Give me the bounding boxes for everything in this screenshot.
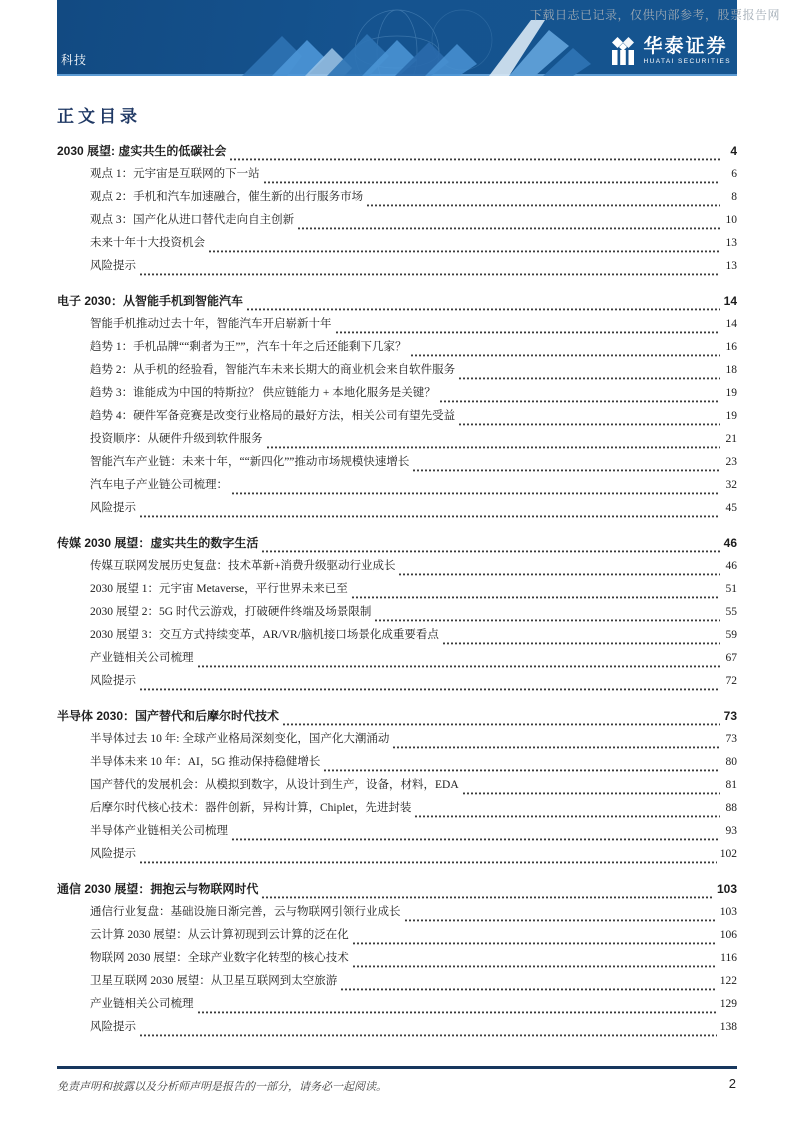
dot-leader xyxy=(393,745,720,749)
toc-entry[interactable] xyxy=(57,361,737,384)
toc-entry[interactable] xyxy=(57,603,737,626)
toc-entry-label: 风险提示 xyxy=(90,260,136,272)
toc-entry[interactable] xyxy=(57,188,737,211)
toc-entry[interactable] xyxy=(57,315,737,338)
industry-category-label: 科技 xyxy=(61,53,88,67)
toc-page-number: 32 xyxy=(725,479,737,491)
toc-entry[interactable] xyxy=(57,649,737,672)
toc-entry-label: 通信 2030 展望：拥抱云与物联网时代 xyxy=(57,882,259,896)
toc-page-number: 67 xyxy=(725,652,737,664)
dot-leader xyxy=(247,307,720,311)
dot-leader xyxy=(341,987,717,991)
toc-page-number: 19 xyxy=(725,387,737,399)
toc-entry-label: 产业链相关公司梳理 xyxy=(90,652,194,664)
toc-entry-label: 智能手机推动过去十年，智能汽车开启崭新十年 xyxy=(90,318,332,330)
toc-entry[interactable] xyxy=(57,453,737,476)
dot-leader xyxy=(367,203,720,207)
toc-page-number: 106 xyxy=(719,929,737,941)
toc-page-number: 14 xyxy=(723,294,737,308)
toc-entry-label: 2030 展望 3：交互方式持续变革，AR/VR/脑机接口场景化成重要看点 xyxy=(90,629,439,641)
toc-entry-label: 风险提示 xyxy=(90,848,136,860)
dot-leader xyxy=(443,641,720,645)
dot-leader xyxy=(352,595,720,599)
toc-entry-label: 趋势 4：硬件军备竞赛是改变行业格局的最好方法，相关公司有望先受益 xyxy=(90,410,456,422)
watermark-text: 下载日志已记录，仅供内部参考，股票报告网 xyxy=(530,8,781,22)
toc-page-number: 6 xyxy=(731,168,737,180)
toc-entry[interactable] xyxy=(57,845,737,868)
toc-list xyxy=(57,142,737,1053)
toc-page-number: 16 xyxy=(725,341,737,353)
toc-entry-label: 产业链相关公司梳理 xyxy=(90,998,194,1010)
toc-section xyxy=(57,707,737,868)
toc-entry[interactable] xyxy=(57,384,737,407)
toc-entry[interactable] xyxy=(57,476,737,499)
toc-page-number: 129 xyxy=(719,998,737,1010)
toc-entry-label: 趋势 2：从手机的经验看，智能汽车未来长期大的商业机会来自软件服务 xyxy=(90,364,456,376)
dot-leader xyxy=(405,918,717,922)
toc-page-number: 81 xyxy=(725,779,737,791)
dot-leader xyxy=(232,837,720,841)
toc-entry-label: 风险提示 xyxy=(90,1021,136,1033)
toc-section xyxy=(57,292,737,522)
dot-leader xyxy=(230,157,720,161)
toc-entry-label: 风险提示 xyxy=(90,675,136,687)
toc-page-number: 88 xyxy=(725,802,737,814)
toc-page-number: 18 xyxy=(725,364,737,376)
toc-entry-label: 卫星互联网 2030 展望：从卫星互联网到太空旅游 xyxy=(90,975,338,987)
toc-entry[interactable] xyxy=(57,1018,737,1041)
dot-leader xyxy=(413,468,720,472)
toc-entry[interactable] xyxy=(57,730,737,753)
toc-entry-label: 后摩尔时代核心技术：器件创新，异构计算，Chiplet，先进封装 xyxy=(90,802,412,814)
dot-leader xyxy=(411,353,720,357)
toc-page-number: 46 xyxy=(725,560,737,572)
dot-leader xyxy=(399,572,720,576)
toc-entry[interactable] xyxy=(57,338,737,361)
brand-logo xyxy=(608,36,731,66)
dot-leader xyxy=(198,1010,717,1014)
toc-section-heading[interactable] xyxy=(57,292,737,315)
toc-page-number: 122 xyxy=(719,975,737,987)
toc-entry-label: 趋势 1：手机品牌““剩者为王””，汽车十年之后还能剩下几家？ xyxy=(90,341,407,353)
toc-section-heading[interactable] xyxy=(57,142,737,165)
dot-leader xyxy=(262,549,720,553)
dot-leader xyxy=(298,226,720,230)
toc-page-number: 55 xyxy=(725,606,737,618)
toc-page-number: 102 xyxy=(719,848,737,860)
toc-entry-label: 2030 展望 2：5G 时代云游戏，打破硬件终端及场景限制 xyxy=(90,606,372,618)
toc-entry-label: 风险提示 xyxy=(90,502,136,514)
toc-entry-label: 半导体产业链相关公司梳理 xyxy=(90,825,228,837)
toc-page-number: 103 xyxy=(716,882,737,896)
toc-entry[interactable] xyxy=(57,822,737,845)
dot-leader xyxy=(262,895,714,899)
toc-entry-label: 智能汽车产业链：未来十年，““新四化””推动市场规模快速增长 xyxy=(90,456,410,468)
toc-entry-label: 云计算 2030 展望：从云计算初现到云计算的泛在化 xyxy=(90,929,349,941)
toc-entry[interactable] xyxy=(57,165,737,188)
dot-leader xyxy=(283,722,720,726)
toc-page-number: 45 xyxy=(725,502,737,514)
toc-entry-label: 电子 2030：从智能手机到智能汽车 xyxy=(57,294,244,308)
footer-page-number: 2 xyxy=(728,1076,736,1091)
toc-entry[interactable] xyxy=(57,257,737,280)
toc-page-number: 51 xyxy=(725,583,737,595)
toc-section-heading[interactable] xyxy=(57,534,737,557)
toc-section-heading[interactable] xyxy=(57,880,737,903)
toc-page-number: 10 xyxy=(725,214,737,226)
toc-page-number: 80 xyxy=(725,756,737,768)
toc-entry[interactable] xyxy=(57,949,737,972)
dot-leader xyxy=(375,618,720,622)
toc-entry[interactable] xyxy=(57,972,737,995)
brand-name: 华泰证券 xyxy=(643,35,728,57)
toc-entry-label: 投资顺序：从硬件升级到软件服务 xyxy=(90,433,263,445)
dot-leader xyxy=(353,964,717,968)
toc-entry[interactable] xyxy=(57,799,737,822)
toc-entry-label: 半导体过去 10 年: 全球产业格局深刻变化，国产化大潮涌动 xyxy=(90,733,390,745)
brand-subtitle: HUATAI SECURITIES xyxy=(643,57,731,65)
toc-entry-label: 观点 2：手机和汽车加速融合，催生新的出行服务市场 xyxy=(90,191,364,203)
dot-leader xyxy=(209,249,720,253)
dot-leader xyxy=(415,814,720,818)
toc-entry[interactable] xyxy=(57,211,737,234)
toc-page-number: 13 xyxy=(725,260,737,272)
toc-page-number: 72 xyxy=(725,675,737,687)
toc-entry-label: 趋势 3：谁能成为中国的特斯拉？ 供应链能力 + 本地化服务是关键？ xyxy=(90,387,436,399)
toc-page-number: 21 xyxy=(725,433,737,445)
toc-section xyxy=(57,142,737,280)
dot-leader xyxy=(267,445,721,449)
toc-page-number: 19 xyxy=(725,410,737,422)
toc-entry-label: 观点 3：国产化从进口替代走向自主创新 xyxy=(90,214,295,226)
toc-page-number: 73 xyxy=(725,733,737,745)
dot-leader xyxy=(140,1033,717,1037)
toc-entry-label: 汽车电子产业链公司梳理： xyxy=(90,479,228,491)
toc-entry-label: 通信行业复盘：基础设施日渐完善，云与物联网引领行业成长 xyxy=(90,906,401,918)
toc-entry[interactable] xyxy=(57,753,737,776)
toc-entry-label: 传媒互联网发展历史复盘：技术革新+消费升级驱动行业成长 xyxy=(90,560,396,572)
toc-page-number: 23 xyxy=(725,456,737,468)
toc-entry-label: 2030 展望 1：元宇宙 Metaverse，平行世界未来已至 xyxy=(90,583,348,595)
toc-entry[interactable] xyxy=(57,672,737,695)
dot-leader xyxy=(459,376,720,380)
toc-page-number: 59 xyxy=(725,629,737,641)
dot-leader xyxy=(140,860,717,864)
toc-page-number: 138 xyxy=(719,1021,737,1033)
footer-disclaimer: 免责声明和披露以及分析师声明是报告的一部分，请务必一起阅读。 xyxy=(57,1081,387,1093)
toc-entry-label: 物联网 2030 展望：全球产业数字化转型的核心技术 xyxy=(90,952,349,964)
toc-entry-label: 传媒 2030 展望：虚实共生的数字生活 xyxy=(57,536,259,550)
toc-entry[interactable] xyxy=(57,580,737,603)
toc-entry[interactable] xyxy=(57,995,737,1018)
toc-entry[interactable] xyxy=(57,776,737,799)
toc-entry-label: 国产替代的发展机会：从模拟到数字，从设计到生产，设备，材料，EDA xyxy=(90,779,459,791)
dot-leader xyxy=(440,399,720,403)
toc-entry[interactable] xyxy=(57,234,737,257)
toc-entry[interactable] xyxy=(57,407,737,430)
toc-entry-label: 观点 1：元宇宙是互联网的下一站 xyxy=(90,168,260,180)
toc-page-number: 13 xyxy=(725,237,737,249)
toc-entry[interactable] xyxy=(57,499,737,522)
toc-page-number: 73 xyxy=(723,709,737,723)
toc-section xyxy=(57,880,737,1041)
toc-entry[interactable] xyxy=(57,557,737,580)
dot-leader xyxy=(459,422,720,426)
toc-entry[interactable] xyxy=(57,430,737,453)
toc-page-number: 46 xyxy=(723,536,737,550)
toc-section xyxy=(57,534,737,695)
dot-leader xyxy=(353,941,717,945)
toc-section-heading[interactable] xyxy=(57,707,737,730)
toc-page-number: 116 xyxy=(720,952,737,964)
dot-leader xyxy=(264,180,720,184)
toc-page-number: 4 xyxy=(730,144,737,158)
toc-entry-label: 半导体 2030：国产替代和后摩尔时代技术 xyxy=(57,709,280,723)
toc-entry[interactable] xyxy=(57,926,737,949)
toc-entry-label: 未来十年十大投资机会 xyxy=(90,237,205,249)
huatai-logo-icon xyxy=(608,36,638,66)
dot-leader xyxy=(140,272,720,276)
dot-leader xyxy=(336,330,721,334)
footer-rule xyxy=(57,1066,737,1069)
toc-page-number: 8 xyxy=(731,191,737,203)
toc-entry-label: 半导体未来 10 年：AI，5G 推动保持稳健增长 xyxy=(90,756,321,768)
dot-leader xyxy=(140,687,720,691)
dot-leader xyxy=(198,664,721,668)
toc-page-number: 14 xyxy=(725,318,737,330)
toc-page-number: 93 xyxy=(725,825,737,837)
dot-leader xyxy=(140,514,720,518)
toc-title: 正文目录 xyxy=(57,107,141,126)
dot-leader xyxy=(324,768,720,772)
toc-entry-label: 2030 展望: 虚实共生的低碳社会 xyxy=(57,144,227,158)
toc-entry[interactable] xyxy=(57,626,737,649)
dot-leader xyxy=(463,791,720,795)
toc-page-number: 103 xyxy=(719,906,737,918)
toc-entry[interactable] xyxy=(57,903,737,926)
dot-leader xyxy=(232,491,720,495)
